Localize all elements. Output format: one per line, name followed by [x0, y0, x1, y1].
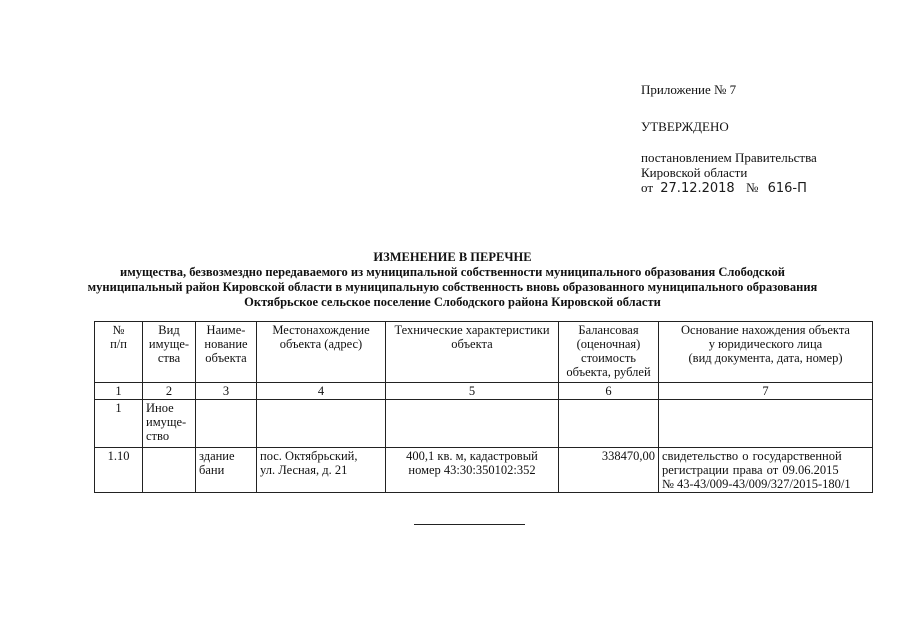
decree-number-handwritten: 616-П	[767, 181, 807, 196]
header-text: (оценочная)	[576, 337, 641, 351]
cell-text: ство	[146, 429, 170, 443]
item-number: 1.10	[95, 448, 143, 493]
decree-number-sign: №	[745, 180, 759, 195]
cell-text: здание	[199, 449, 235, 463]
header-name	[196, 322, 257, 383]
header-number	[95, 322, 143, 383]
col-num-6: 6	[559, 383, 659, 400]
cell-text: свидетельство о государственной	[662, 449, 842, 463]
cell-text: 400,1 кв. м, кадастровый	[406, 449, 538, 463]
item-basis	[659, 448, 873, 493]
item-address	[257, 448, 386, 493]
appendix-label: Приложение № 7	[641, 82, 737, 97]
property-table	[94, 321, 873, 493]
header-text: у юридического лица	[708, 337, 823, 351]
header-text: Основание нахождения объекта	[681, 323, 850, 337]
col-num-1: 1	[95, 383, 143, 400]
decree-line-1: постановлением Правительства	[641, 150, 817, 165]
closing-rule-line	[414, 524, 525, 525]
header-text: Местонахождение	[272, 323, 370, 337]
header-text: объекта	[205, 351, 247, 365]
cell-text: номер 43:30:350102:352	[408, 463, 536, 477]
header-address	[257, 322, 386, 383]
decree-date-handwritten: 27.12.2018	[660, 181, 735, 196]
header-text: (вид документа, дата, номер)	[688, 351, 843, 365]
cell-text: пос. Октябрьский,	[260, 449, 358, 463]
item-value: 338470,00	[559, 448, 659, 493]
header-text: объекта	[451, 337, 493, 351]
header-text: Балансовая	[578, 323, 639, 337]
doc-subtitle-line-2: муниципальный район Кировской области в муниципальную собственность вновь образованного муниципального образования	[87, 280, 818, 294]
cell-text: № 43-43/009-43/009/327/2015-180/1	[662, 477, 851, 491]
header-text: Наиме-	[206, 323, 246, 337]
item-row	[95, 448, 873, 493]
cell-text: ул. Лесная, д. 21	[260, 463, 348, 477]
section-number: 1	[95, 400, 143, 448]
header-value	[559, 322, 659, 383]
decree-prefix: от	[641, 180, 654, 195]
item-kind	[143, 448, 196, 493]
cell-text: бани	[199, 463, 225, 477]
empty-cell	[386, 400, 559, 448]
doc-subtitle-line-1: имущества, безвозмездно передаваемого из муниципальной собственности муниципального образования Слободской	[120, 265, 785, 279]
header-text: объекта (адрес)	[279, 337, 363, 351]
cell-text: имуще-	[146, 415, 187, 429]
col-num-7: 7	[659, 383, 873, 400]
header-row	[95, 322, 873, 383]
decree-line-3	[641, 180, 807, 196]
cell-text: Иное	[146, 401, 174, 415]
header-text: Вид	[158, 323, 180, 337]
col-num-4: 4	[257, 383, 386, 400]
header-tech	[386, 322, 559, 383]
col-num-5: 5	[386, 383, 559, 400]
header-text: п/п	[110, 337, 127, 351]
empty-cell	[659, 400, 873, 448]
item-name	[196, 448, 257, 493]
header-text: №	[112, 323, 125, 337]
doc-subtitle-line-3: Октябрьское сельское поселение Слободского района Кировской области	[244, 295, 661, 309]
doc-title: ИЗМЕНЕНИЕ В ПЕРЕЧНЕ	[373, 250, 532, 264]
col-num-3: 3	[196, 383, 257, 400]
header-text: объекта, рублей	[566, 365, 651, 379]
header-kind	[143, 322, 196, 383]
empty-cell	[559, 400, 659, 448]
header-text: стоимость	[581, 351, 636, 365]
col-num-2: 2	[143, 383, 196, 400]
column-number-row	[95, 383, 873, 400]
item-tech	[386, 448, 559, 493]
header-text: ства	[157, 351, 181, 365]
header-text: имуще-	[148, 337, 190, 351]
empty-cell	[257, 400, 386, 448]
approved-label: УТВЕРЖДЕНО	[641, 119, 729, 134]
header-text: нование	[204, 337, 248, 351]
empty-cell	[196, 400, 257, 448]
section-row	[95, 400, 873, 448]
header-basis	[659, 322, 873, 383]
decree-line-2: Кировской области	[641, 165, 748, 180]
section-kind	[143, 400, 196, 448]
header-text: Технические характеристики	[394, 323, 550, 337]
cell-text: регистрации права от 09.06.2015	[662, 463, 839, 477]
